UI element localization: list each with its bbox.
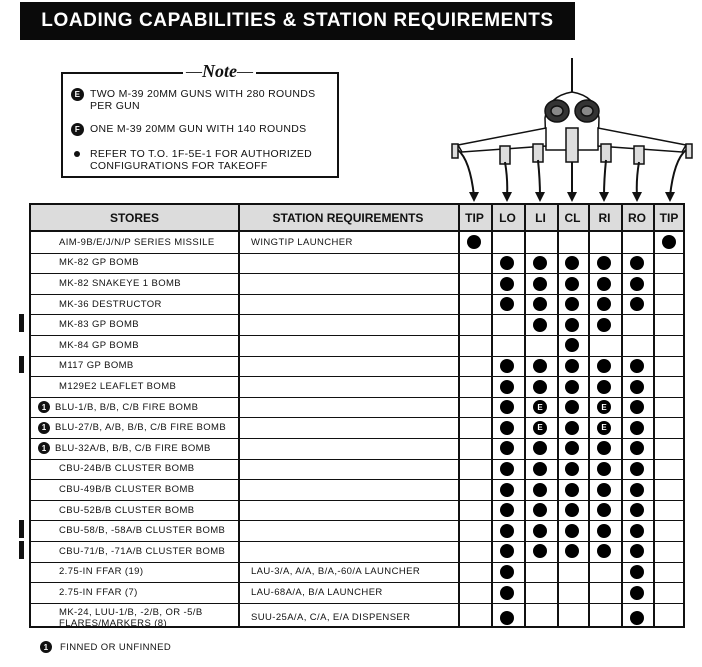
header-tip-left: TIP [465, 210, 484, 225]
station-requirement [251, 520, 456, 541]
finned-marker: 1 [38, 401, 50, 413]
station-ro-mark [630, 544, 644, 558]
station-ri-mark [597, 483, 611, 497]
station-ro-mark [630, 297, 644, 311]
station-ri-mark [597, 318, 611, 332]
station-li-mark [533, 524, 547, 538]
station-lo-mark [500, 297, 514, 311]
station-li-mark [533, 359, 547, 373]
station-requirement [251, 500, 456, 521]
station-ro-mark [630, 380, 644, 394]
finned-marker: 1 [38, 422, 50, 434]
station-requirement: WINGTIP LAUNCHER [251, 236, 353, 248]
station-cl-mark [565, 256, 579, 270]
store-name: M117 GP BOMB [59, 360, 134, 372]
column-divider [491, 205, 493, 626]
note-marker-f: F [71, 123, 84, 136]
store-name: 2.75-IN FFAR (19) [59, 566, 144, 578]
station-ri-mark: E [597, 421, 611, 435]
station-ro-mark [630, 611, 644, 625]
station-requirement [251, 459, 456, 480]
store-name: 2.75-IN FFAR (7) [59, 586, 138, 598]
station-lo-mark [500, 359, 514, 373]
station-ri-mark [597, 359, 611, 373]
note-text: REFER TO T.O. 1F-5E-1 FOR AUTHORIZED CONFIGURATIONS FOR TAKEOFF [90, 148, 312, 172]
station-li-mark [533, 380, 547, 394]
station-requirement [251, 541, 456, 562]
aircraft-illustration [0, 0, 702, 205]
station-cl-mark [565, 483, 579, 497]
note-text: TWO M-39 20MM GUNS WITH 280 ROUNDS PER GUN [90, 88, 316, 112]
station-lo-mark [500, 544, 514, 558]
station-li-mark [533, 277, 547, 291]
column-divider [653, 205, 655, 626]
station-cl-mark [565, 318, 579, 332]
store-name: BLU-32A/B, B/B, C/B FIRE BOMB [55, 442, 211, 454]
station-li-mark [533, 318, 547, 332]
change-bar [19, 356, 24, 374]
station-ri-mark [597, 544, 611, 558]
column-divider [588, 205, 590, 626]
station-lo-mark [500, 611, 514, 625]
station-li-mark [533, 503, 547, 517]
station-li-mark [533, 462, 547, 476]
loading-table [29, 203, 685, 628]
station-tip-left-mark [467, 235, 481, 249]
header-cl: CL [564, 210, 581, 225]
station-requirement: LAU-3/A, A/A, B/A,-60/A LAUNCHER [251, 566, 421, 578]
store-name: MK-24, LUU-1/B, -2/B, OR -5/B FLARES/MARKERS (8) [59, 606, 203, 629]
station-requirement [251, 417, 456, 438]
station-requirement [251, 335, 456, 356]
store-name: M129E2 LEAFLET BOMB [59, 380, 177, 392]
station-cl-mark [565, 297, 579, 311]
station-li-mark: E [533, 421, 547, 435]
change-bar [19, 314, 24, 332]
station-requirement [251, 438, 456, 459]
station-li-mark [533, 544, 547, 558]
station-lo-mark [500, 483, 514, 497]
column-divider [621, 205, 623, 626]
station-lo-mark [500, 586, 514, 600]
header-stores: STORES [109, 210, 160, 225]
station-ro-mark [630, 586, 644, 600]
station-lo-mark [500, 503, 514, 517]
change-bar [19, 541, 24, 559]
station-cl-mark [565, 277, 579, 291]
station-lo-mark [500, 400, 514, 414]
station-ro-mark [630, 565, 644, 579]
station-ro-mark [630, 400, 644, 414]
column-divider [238, 205, 240, 626]
store-name: BLU-1/B, B/B, C/B FIRE BOMB [55, 401, 199, 413]
store-name: CBU-71/B, -71A/B CLUSTER BOMB [59, 545, 226, 557]
station-ro-mark [630, 421, 644, 435]
station-ro-mark [630, 277, 644, 291]
station-cl-mark [565, 380, 579, 394]
station-lo-mark [500, 256, 514, 270]
page-title: LOADING CAPABILITIES & STATION REQUIREMENTS [20, 2, 575, 40]
store-name: CBU-24B/B CLUSTER BOMB [59, 463, 195, 475]
store-name: MK-84 GP BOMB [59, 339, 139, 351]
station-cl-mark [565, 421, 579, 435]
station-requirement [251, 294, 456, 315]
station-requirement [251, 397, 456, 418]
station-ro-mark [630, 256, 644, 270]
station-requirement [251, 479, 456, 500]
footnote-text: FINNED OR UNFINNED [60, 641, 172, 653]
station-lo-mark [500, 277, 514, 291]
station-cl-mark [565, 441, 579, 455]
store-name: CBU-52B/B CLUSTER BOMB [59, 504, 195, 516]
station-lo-mark [500, 524, 514, 538]
header-ro: RO [628, 210, 646, 225]
station-requirement [251, 273, 456, 294]
store-name: CBU-49B/B CLUSTER BOMB [59, 483, 195, 495]
station-tip-right-mark [662, 235, 676, 249]
station-lo-mark [500, 421, 514, 435]
station-lo-mark [500, 565, 514, 579]
station-requirement [251, 253, 456, 274]
station-ri-mark [597, 503, 611, 517]
change-bar [19, 520, 24, 538]
station-ro-mark [630, 441, 644, 455]
station-li-mark [533, 441, 547, 455]
station-ro-mark [630, 483, 644, 497]
station-ri-mark: E [597, 400, 611, 414]
store-name: CBU-58/B, -58A/B CLUSTER BOMB [59, 525, 226, 537]
footnote [40, 641, 171, 653]
station-lo-mark [500, 380, 514, 394]
note-text: ONE M-39 20MM GUN WITH 140 ROUNDS [90, 123, 307, 135]
note-heading: —Note— [183, 61, 256, 82]
note-marker-e: E [71, 88, 84, 101]
station-requirement: SUU-25A/A, C/A, E/A DISPENSER [251, 612, 411, 624]
store-name: MK-36 DESTRUCTOR [59, 298, 162, 310]
header-ri: RI [598, 210, 611, 225]
station-cl-mark [565, 400, 579, 414]
station-cl-mark [565, 524, 579, 538]
finned-marker: 1 [38, 442, 50, 454]
station-ri-mark [597, 380, 611, 394]
store-name: MK-82 GP BOMB [59, 257, 139, 269]
station-cl-mark [565, 503, 579, 517]
station-cl-mark [565, 359, 579, 373]
column-divider [458, 205, 460, 626]
column-divider [557, 205, 559, 626]
station-ri-mark [597, 441, 611, 455]
station-cl-mark [565, 338, 579, 352]
station-ro-mark [630, 524, 644, 538]
station-li-mark: E [533, 400, 547, 414]
header-station-requirements: STATION REQUIREMENTS [272, 210, 424, 225]
station-li-mark [533, 297, 547, 311]
station-ro-mark [630, 462, 644, 476]
footnote-marker: 1 [40, 641, 52, 653]
store-name: MK-82 SNAKEYE 1 BOMB [59, 277, 182, 289]
station-li-mark [533, 483, 547, 497]
station-requirement [251, 376, 456, 397]
station-ro-mark [630, 503, 644, 517]
station-ri-mark [597, 462, 611, 476]
store-name: AIM-9B/E/J/N/P SERIES MISSILE [59, 236, 215, 248]
station-lo-mark [500, 441, 514, 455]
station-ri-mark [597, 277, 611, 291]
station-requirement [251, 314, 456, 335]
station-cl-mark [565, 462, 579, 476]
header-li: LI [535, 210, 546, 225]
station-li-mark [533, 256, 547, 270]
store-name: MK-83 GP BOMB [59, 319, 139, 331]
station-requirement: LAU-68A/A, B/A LAUNCHER [251, 586, 383, 598]
station-ri-mark [597, 297, 611, 311]
station-ri-mark [597, 524, 611, 538]
station-requirement [251, 356, 456, 377]
station-lo-mark [500, 462, 514, 476]
store-name: BLU-27/B, A/B, B/B, C/B FIRE BOMB [55, 422, 227, 434]
station-ro-mark [630, 359, 644, 373]
station-ri-mark [597, 256, 611, 270]
header-lo: LO [499, 210, 516, 225]
column-divider [524, 205, 526, 626]
header-tip-right: TIP [659, 210, 679, 225]
station-cl-mark [565, 544, 579, 558]
